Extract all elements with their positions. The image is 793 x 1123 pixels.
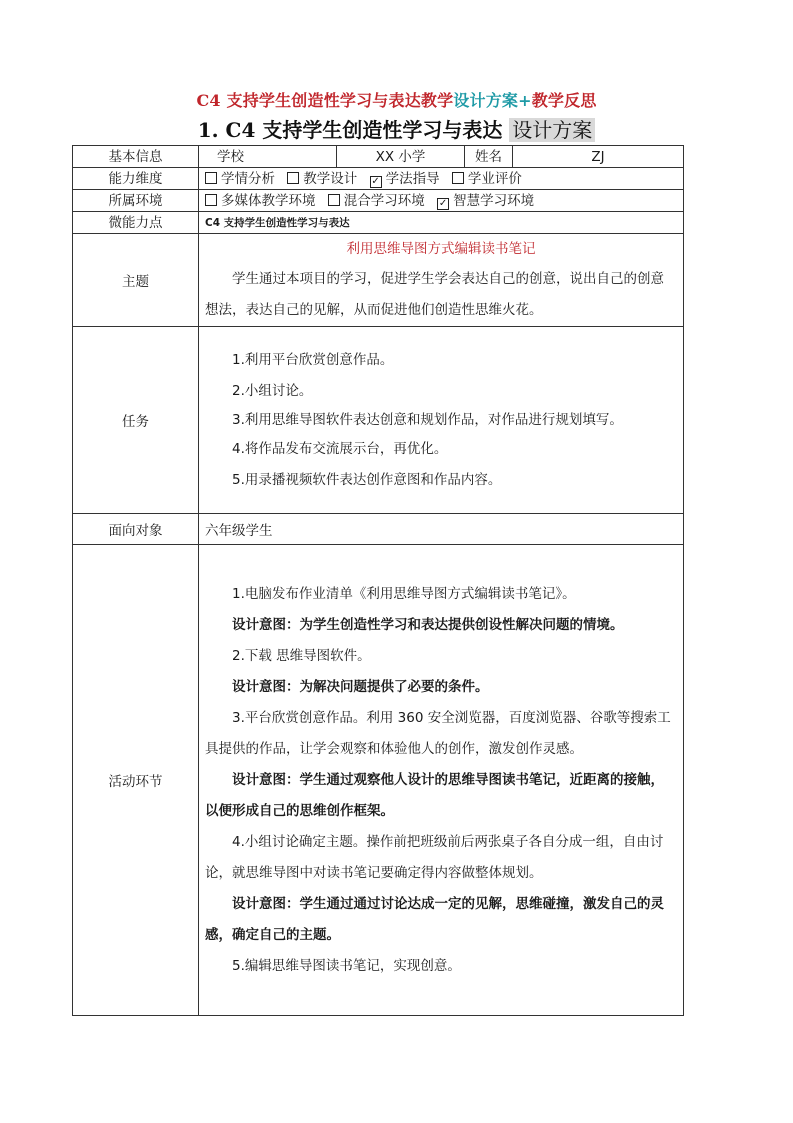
row-micro-ability [73, 212, 684, 234]
audience-value: 六年级学生 [199, 514, 684, 545]
name-value: ZJ [513, 146, 684, 168]
row-task [73, 327, 684, 514]
checkbox-icon[interactable] [205, 194, 217, 206]
activity-intent: 设计意图：为解决问题提供了必要的条件。 [232, 678, 489, 695]
environment-option-3[interactable]: ✓ 智慧学习环境 [438, 192, 535, 209]
environment-option-1[interactable]: 多媒体教学环境 [205, 193, 316, 209]
section-title [0, 114, 793, 143]
theme-heading: 利用思维导图方式编辑读书笔记 [346, 241, 536, 257]
activity-intent: 设计意图：学生通过观察他人设计的思维导图读书笔记，近距离的接触，以便形成自己的思维创作框架。 [205, 771, 664, 819]
school-value: XX 小学 [337, 146, 465, 168]
activity-step: 3.平台欣赏创意作品。利用 360 安全浏览器，百度浏览器、谷歌等搜索工具提供的作品，让学会观察和体验他人的创作，激发创作灵感。 [205, 709, 671, 757]
school-label: 学校 [199, 146, 337, 168]
micro-ability-label: 微能力点 [73, 212, 199, 234]
row-basic-info [73, 146, 684, 168]
task-item: 4.将作品发布交流展示台，再优化。 [232, 440, 448, 457]
checked-checkbox-icon[interactable]: ✓ [438, 197, 448, 209]
title-part-2: 设计方案+ [453, 91, 532, 110]
activity-step: 1.电脑发布作业清单《利用思维导图方式编辑读书笔记》。 [232, 585, 576, 602]
row-activity [73, 545, 684, 1016]
environment-option-2[interactable]: 混合学习环境 [328, 193, 425, 209]
ability-option-1[interactable]: 学情分析 [205, 171, 275, 187]
basic-info-label: 基本信息 [73, 146, 199, 168]
title-part-1: C4 支持学生创造性学习与表达教学 [196, 91, 454, 110]
task-item: 5.用录播视频软件表达创作意图和作品内容。 [232, 471, 502, 488]
checked-checkbox-icon[interactable]: ✓ [371, 175, 380, 187]
document-title [0, 88, 793, 111]
theme-content [199, 234, 684, 327]
task-item: 2.小组讨论。 [232, 382, 313, 399]
row-environment [73, 190, 684, 212]
row-audience [73, 514, 684, 545]
checkbox-icon[interactable] [287, 172, 299, 184]
ability-option-4[interactable]: 学业评价 [452, 171, 522, 187]
task-item: 3.利用思维导图软件表达创意和规划作品，对作品进行规划填写。 [232, 411, 623, 428]
task-content [199, 327, 684, 514]
activity-content [199, 545, 684, 1016]
audience-label: 面向对象 [73, 514, 199, 545]
ability-option-3[interactable]: ✓ 学法指导 [371, 170, 440, 187]
activity-label: 活动环节 [73, 545, 199, 1016]
section-title-highlight: 设计方案 [509, 118, 595, 142]
activity-step: 2.下载 思维导图软件。 [232, 647, 371, 664]
section-title-main: 1. C4 支持学生创造性学习与表达 [197, 118, 503, 142]
checkbox-icon[interactable] [328, 194, 340, 206]
task-item: 1.利用平台欣赏创意作品。 [232, 351, 394, 368]
activity-step: 5.编辑思维导图读书笔记，实现创意。 [232, 957, 461, 974]
checkbox-icon[interactable] [452, 172, 464, 184]
activity-step: 4.小组讨论确定主题。操作前把班级前后两张桌子各自分成一组，自由讨论，就思维导图中对读书笔记要确定得内容做整体规划。 [205, 833, 664, 881]
ability-options [199, 168, 684, 190]
environment-label: 所属环境 [73, 190, 199, 212]
theme-label: 主题 [73, 234, 199, 327]
theme-text: 学生通过本项目的学习，促进学生学会表达自己的创意，说出自己的创意想法，表达自己的见解，从而促进他们创造性思维火花。 [205, 271, 664, 318]
ability-label: 能力维度 [73, 168, 199, 190]
name-label: 姓名 [465, 146, 513, 168]
activity-intent: 设计意图：为学生创造性学习和表达提供创设性解决问题的情境。 [232, 616, 624, 633]
activity-intent: 设计意图：学生通过通过讨论达成一定的见解，思维碰撞，激发自己的灵感，确定自己的主题。 [205, 895, 664, 943]
title-part-3: 教学反思 [531, 91, 597, 110]
row-theme [73, 234, 684, 327]
environment-options [199, 190, 684, 212]
task-label: 任务 [73, 327, 199, 514]
ability-option-2[interactable]: 教学设计 [287, 171, 357, 187]
checkbox-icon[interactable] [205, 172, 217, 184]
row-ability [73, 168, 684, 190]
micro-ability-value: C4 支持学生创造性学习与表达 [199, 212, 684, 234]
design-table [72, 145, 684, 1016]
